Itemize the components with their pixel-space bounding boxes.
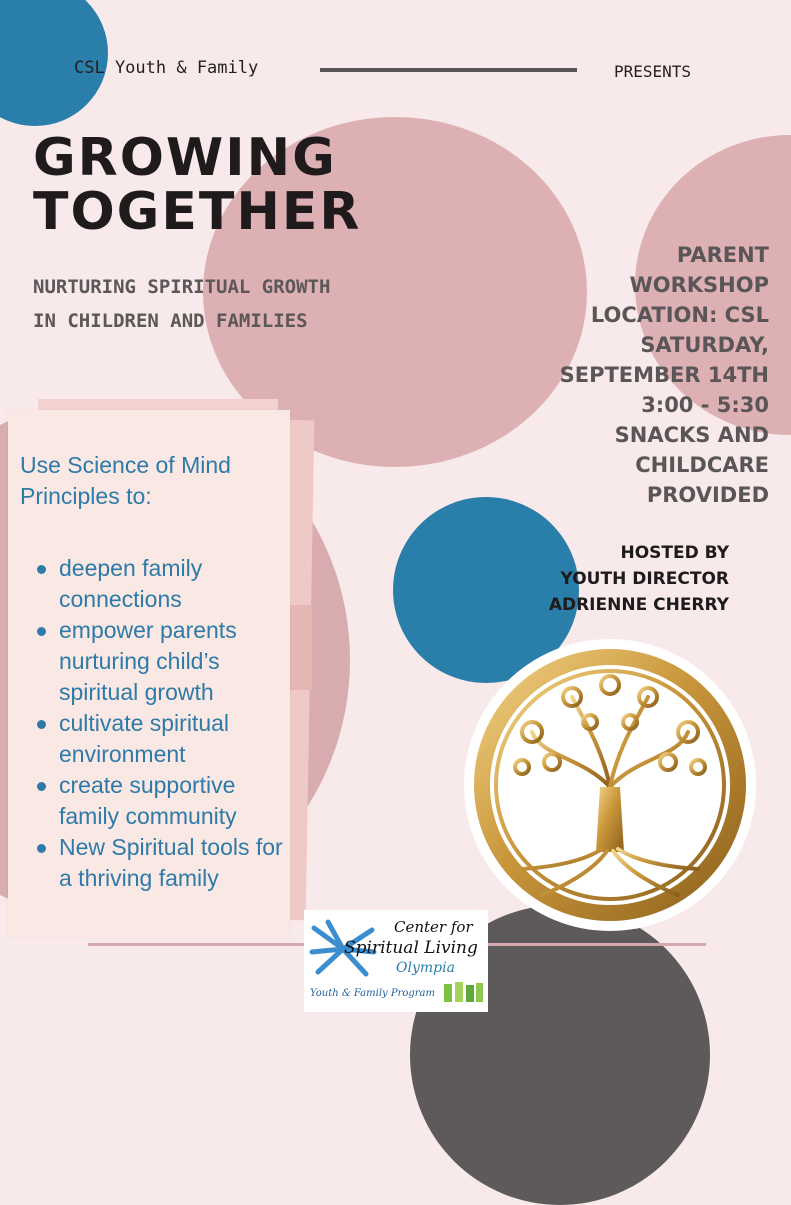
detail-line: PROVIDED [646, 483, 769, 507]
detail-line: CHILDCARE [635, 453, 769, 477]
event-subtitle [33, 270, 433, 338]
csl-logo [304, 910, 488, 1012]
logo-line-3: Olympia [396, 960, 455, 976]
detail-line: 3:00 - 5:30 [641, 393, 769, 417]
subtitle-line-1: NURTURING SPIRITUAL GROWTH [33, 276, 331, 298]
event-title [33, 128, 453, 242]
header-divider [320, 68, 577, 72]
detail-line: SATURDAY, [640, 333, 769, 357]
children-figures-icon [442, 980, 484, 1004]
list-item: empower parents nurturing child’s spiritual growth [33, 615, 298, 708]
detail-line: LOCATION: CSL [590, 303, 769, 327]
list-item: cultivate spiritual environment [33, 708, 298, 770]
detail-line: SNACKS AND [614, 423, 769, 447]
logo-line-4: Youth & Family Program [310, 988, 435, 999]
logo-line-1: Center for [394, 918, 473, 936]
principles-list [33, 553, 298, 894]
host-info [449, 540, 729, 618]
organization-label: CSL Youth & Family [74, 58, 259, 78]
detail-line: PARENT [676, 243, 769, 267]
card-intro-line-2: Principles to: [20, 483, 152, 509]
detail-line: SEPTEMBER 14TH [559, 363, 769, 387]
presents-label: PRESENTS [614, 62, 692, 81]
workshop-details [469, 240, 769, 510]
title-line-1: GROWING [33, 128, 337, 188]
host-line-3: ADRIENNE CHERRY [548, 595, 729, 615]
subtitle-line-2: IN CHILDREN AND FAMILIES [33, 310, 308, 332]
card-intro [20, 450, 290, 512]
list-item: New Spiritual tools for a thriving family [33, 832, 298, 894]
list-item: deepen family connections [33, 553, 298, 615]
host-line-2: YOUTH DIRECTOR [560, 569, 729, 589]
title-line-2: TOGETHER [33, 182, 362, 242]
detail-line: WORKSHOP [629, 273, 769, 297]
host-line-1: HOSTED BY [620, 543, 729, 563]
logo-line-2: Spiritual Living [344, 938, 478, 958]
tree-of-life-icon [462, 637, 758, 933]
card-intro-line-1: Use Science of Mind [20, 452, 231, 478]
list-item: create supportive family community [33, 770, 298, 832]
